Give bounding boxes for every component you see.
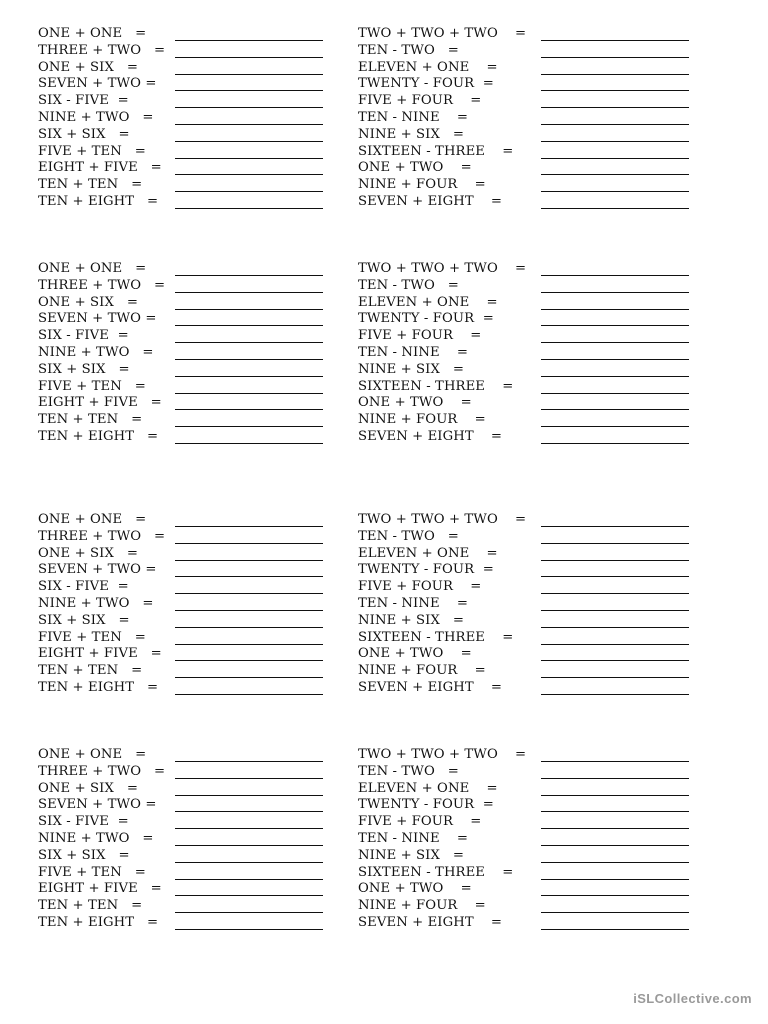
equation-text: TWO + TWO + TWO = bbox=[358, 26, 527, 41]
answer-line[interactable] bbox=[541, 409, 689, 410]
answer-line[interactable] bbox=[175, 895, 323, 896]
answer-line[interactable] bbox=[175, 393, 323, 394]
equation-text: SIX + SIX = bbox=[38, 612, 130, 628]
equation-text: NINE + TWO = bbox=[38, 595, 154, 611]
answer-line[interactable] bbox=[175, 90, 323, 91]
equation-text: SIXTEEN - THREE = bbox=[358, 378, 514, 394]
answer-line[interactable] bbox=[541, 376, 689, 377]
answer-line[interactable] bbox=[541, 107, 689, 108]
answer-line[interactable] bbox=[175, 845, 323, 846]
equation-text: ELEVEN + ONE = bbox=[358, 59, 498, 75]
answer-line[interactable] bbox=[175, 309, 323, 310]
equation-text: SIX - FIVE = bbox=[38, 814, 129, 830]
equation-text: SEVEN + TWO = bbox=[38, 76, 157, 92]
equation-text: NINE + SIX = bbox=[358, 847, 465, 863]
answer-line[interactable] bbox=[541, 124, 689, 125]
answer-line[interactable] bbox=[175, 560, 323, 561]
answer-line[interactable] bbox=[175, 107, 323, 108]
answer-line[interactable] bbox=[175, 359, 323, 360]
answer-line[interactable] bbox=[541, 895, 689, 896]
equation-text: TWENTY - FOUR = bbox=[358, 311, 494, 327]
equation-text: ONE + TWO = bbox=[358, 395, 472, 411]
answer-line[interactable] bbox=[541, 694, 689, 695]
equation-text: TWENTY - FOUR = bbox=[358, 562, 494, 578]
answer-line[interactable] bbox=[175, 644, 323, 645]
answer-line[interactable] bbox=[175, 610, 323, 611]
answer-line[interactable] bbox=[175, 795, 323, 796]
answer-line[interactable] bbox=[541, 359, 689, 360]
answer-line[interactable] bbox=[175, 275, 323, 276]
equation-text: EIGHT + FIVE = bbox=[38, 160, 162, 176]
equation-text: SIX + SIX = bbox=[38, 361, 130, 377]
answer-line[interactable] bbox=[175, 778, 323, 779]
answer-line[interactable] bbox=[541, 57, 689, 58]
answer-line[interactable] bbox=[175, 40, 323, 41]
answer-line[interactable] bbox=[541, 543, 689, 544]
answer-line[interactable] bbox=[175, 879, 323, 880]
answer-line[interactable] bbox=[175, 543, 323, 544]
equation-text: TEN - TWO = bbox=[358, 277, 459, 293]
answer-line[interactable] bbox=[541, 644, 689, 645]
answer-line[interactable] bbox=[541, 443, 689, 444]
equation-text: NINE + FOUR = bbox=[358, 898, 486, 914]
equation-text: SEVEN + EIGHT = bbox=[358, 679, 503, 695]
answer-line[interactable] bbox=[175, 443, 323, 444]
equation-text: FIVE + FOUR = bbox=[358, 814, 482, 830]
equation-text: FIVE + TEN = bbox=[38, 378, 146, 394]
answer-line[interactable] bbox=[175, 409, 323, 410]
equation-text: ONE + SIX = bbox=[38, 545, 138, 561]
equation-text: TEN - TWO = bbox=[358, 528, 459, 544]
equation-text: ONE + TWO = bbox=[358, 646, 472, 662]
equation-text: TEN - TWO = bbox=[358, 763, 459, 779]
equation-text: SIXTEEN - THREE = bbox=[358, 629, 514, 645]
equation-text: FIVE + TEN = bbox=[38, 629, 146, 645]
answer-line[interactable] bbox=[541, 879, 689, 880]
answer-line[interactable] bbox=[541, 912, 689, 913]
answer-line[interactable] bbox=[175, 929, 323, 930]
answer-line[interactable] bbox=[541, 929, 689, 930]
answer-line[interactable] bbox=[541, 593, 689, 594]
equation-text: TWO + TWO + TWO = bbox=[358, 261, 527, 276]
answer-line[interactable] bbox=[541, 610, 689, 611]
answer-line[interactable] bbox=[175, 862, 323, 863]
equation-text: SEVEN + EIGHT = bbox=[358, 914, 503, 930]
equation-text: ELEVEN + ONE = bbox=[358, 545, 498, 561]
answer-line[interactable] bbox=[175, 124, 323, 125]
equation-text: NINE + FOUR = bbox=[358, 412, 486, 428]
equation-text: TWO + TWO + TWO = bbox=[358, 512, 527, 527]
answer-line[interactable] bbox=[175, 158, 323, 159]
equation-text: SIX - FIVE = bbox=[38, 579, 129, 595]
equation-text: NINE + TWO = bbox=[38, 109, 154, 125]
equation-text: EIGHT + FIVE = bbox=[38, 395, 162, 411]
answer-line[interactable] bbox=[541, 627, 689, 628]
answer-line[interactable] bbox=[175, 694, 323, 695]
answer-line[interactable] bbox=[541, 677, 689, 678]
exercise-block-3 bbox=[0, 512, 768, 702]
answer-line[interactable] bbox=[175, 912, 323, 913]
equation-text: THREE + TWO = bbox=[38, 763, 166, 779]
equation-text: ONE + ONE = bbox=[38, 26, 147, 41]
answer-line[interactable] bbox=[541, 526, 689, 527]
equation-text: TEN + EIGHT = bbox=[38, 193, 159, 209]
equation-text: SIXTEEN - THREE = bbox=[358, 143, 514, 159]
equation-text: THREE + TWO = bbox=[38, 277, 166, 293]
equation-text: NINE + TWO = bbox=[38, 344, 154, 360]
answer-line[interactable] bbox=[175, 174, 323, 175]
answer-line[interactable] bbox=[541, 309, 689, 310]
equation-text: ONE + SIX = bbox=[38, 59, 138, 75]
equation-text: THREE + TWO = bbox=[38, 528, 166, 544]
answer-line[interactable] bbox=[175, 208, 323, 209]
answer-line[interactable] bbox=[175, 292, 323, 293]
answer-line[interactable] bbox=[541, 342, 689, 343]
answer-line[interactable] bbox=[541, 174, 689, 175]
equation-text: ONE + ONE = bbox=[38, 261, 147, 276]
answer-line[interactable] bbox=[175, 526, 323, 527]
equation-text: NINE + SIX = bbox=[358, 126, 465, 142]
exercise-block-2 bbox=[0, 261, 768, 451]
answer-line[interactable] bbox=[541, 40, 689, 41]
equation-text: TEN - NINE = bbox=[358, 830, 469, 846]
answer-line[interactable] bbox=[541, 158, 689, 159]
equation-text: ELEVEN + ONE = bbox=[358, 780, 498, 796]
equation-text: ONE + TWO = bbox=[358, 881, 472, 897]
equation-text: SIX + SIX = bbox=[38, 126, 130, 142]
answer-line[interactable] bbox=[541, 74, 689, 75]
equation-text: FIVE + FOUR = bbox=[358, 328, 482, 344]
answer-line[interactable] bbox=[175, 74, 323, 75]
answer-line[interactable] bbox=[541, 845, 689, 846]
answer-line[interactable] bbox=[175, 576, 323, 577]
equation-text: NINE + FOUR = bbox=[358, 177, 486, 193]
answer-line[interactable] bbox=[541, 208, 689, 209]
equation-text: NINE + TWO = bbox=[38, 830, 154, 846]
answer-line[interactable] bbox=[541, 292, 689, 293]
answer-line[interactable] bbox=[541, 576, 689, 577]
answer-line[interactable] bbox=[175, 376, 323, 377]
equation-text: TEN - NINE = bbox=[358, 109, 469, 125]
exercise-block-1 bbox=[0, 26, 768, 216]
equation-text: EIGHT + FIVE = bbox=[38, 646, 162, 662]
equation-text: SIX - FIVE = bbox=[38, 328, 129, 344]
answer-line[interactable] bbox=[541, 778, 689, 779]
answer-line[interactable] bbox=[175, 761, 323, 762]
equation-text: ELEVEN + ONE = bbox=[358, 294, 498, 310]
equation-text: FIVE + TEN = bbox=[38, 864, 146, 880]
equation-text: TWENTY - FOUR = bbox=[358, 797, 494, 813]
equation-text: NINE + SIX = bbox=[358, 361, 465, 377]
equation-text: SIX + SIX = bbox=[38, 847, 130, 863]
answer-line[interactable] bbox=[175, 141, 323, 142]
answer-line[interactable] bbox=[175, 325, 323, 326]
exercise-block-4 bbox=[0, 747, 768, 937]
answer-line[interactable] bbox=[541, 828, 689, 829]
answer-line[interactable] bbox=[541, 660, 689, 661]
equation-text: FIVE + FOUR = bbox=[358, 93, 482, 109]
answer-line[interactable] bbox=[541, 426, 689, 427]
equation-text: ONE + SIX = bbox=[38, 294, 138, 310]
answer-line[interactable] bbox=[541, 141, 689, 142]
equation-text: ONE + ONE = bbox=[38, 747, 147, 762]
equation-text: NINE + SIX = bbox=[358, 612, 465, 628]
answer-line[interactable] bbox=[175, 593, 323, 594]
answer-line[interactable] bbox=[175, 426, 323, 427]
answer-line[interactable] bbox=[175, 677, 323, 678]
equation-text: ONE + SIX = bbox=[38, 780, 138, 796]
answer-line[interactable] bbox=[175, 811, 323, 812]
equation-text: TEN + EIGHT = bbox=[38, 679, 159, 695]
equation-text: SIXTEEN - THREE = bbox=[358, 864, 514, 880]
equation-text: TEN + EIGHT = bbox=[38, 428, 159, 444]
equation-text: NINE + FOUR = bbox=[358, 663, 486, 679]
equation-text: TEN + EIGHT = bbox=[38, 914, 159, 930]
equation-text: TEN - NINE = bbox=[358, 344, 469, 360]
equation-text: SEVEN + TWO = bbox=[38, 797, 157, 813]
answer-line[interactable] bbox=[541, 811, 689, 812]
equation-text: ONE + ONE = bbox=[38, 512, 147, 527]
equation-text: SEVEN + EIGHT = bbox=[358, 428, 503, 444]
answer-line[interactable] bbox=[175, 342, 323, 343]
answer-line[interactable] bbox=[541, 560, 689, 561]
equation-text: FIVE + FOUR = bbox=[358, 579, 482, 595]
answer-line[interactable] bbox=[541, 275, 689, 276]
equation-text: TWO + TWO + TWO = bbox=[358, 747, 527, 762]
answer-line[interactable] bbox=[175, 191, 323, 192]
answer-line[interactable] bbox=[541, 90, 689, 91]
answer-line[interactable] bbox=[541, 325, 689, 326]
answer-line[interactable] bbox=[175, 828, 323, 829]
equation-text: ONE + TWO = bbox=[358, 160, 472, 176]
equation-text: TEN + TEN = bbox=[38, 177, 143, 193]
equation-text: SEVEN + EIGHT = bbox=[358, 193, 503, 209]
answer-line[interactable] bbox=[541, 795, 689, 796]
equation-text: TEN - NINE = bbox=[358, 595, 469, 611]
answer-line[interactable] bbox=[175, 627, 323, 628]
answer-line[interactable] bbox=[175, 57, 323, 58]
equation-text: TEN + TEN = bbox=[38, 412, 143, 428]
equation-text: TEN - TWO = bbox=[358, 42, 459, 58]
equation-text: EIGHT + FIVE = bbox=[38, 881, 162, 897]
answer-line[interactable] bbox=[541, 393, 689, 394]
equation-text: TEN + TEN = bbox=[38, 898, 143, 914]
answer-line[interactable] bbox=[541, 761, 689, 762]
equation-text: FIVE + TEN = bbox=[38, 143, 146, 159]
answer-line[interactable] bbox=[541, 191, 689, 192]
equation-text: TWENTY - FOUR = bbox=[358, 76, 494, 92]
equation-text: SEVEN + TWO = bbox=[38, 311, 157, 327]
watermark: iSLCollective.com bbox=[633, 991, 752, 1006]
answer-line[interactable] bbox=[541, 862, 689, 863]
equation-text: TEN + TEN = bbox=[38, 663, 143, 679]
answer-line[interactable] bbox=[175, 660, 323, 661]
equation-text: THREE + TWO = bbox=[38, 42, 166, 58]
equation-text: SIX - FIVE = bbox=[38, 93, 129, 109]
equation-text: SEVEN + TWO = bbox=[38, 562, 157, 578]
